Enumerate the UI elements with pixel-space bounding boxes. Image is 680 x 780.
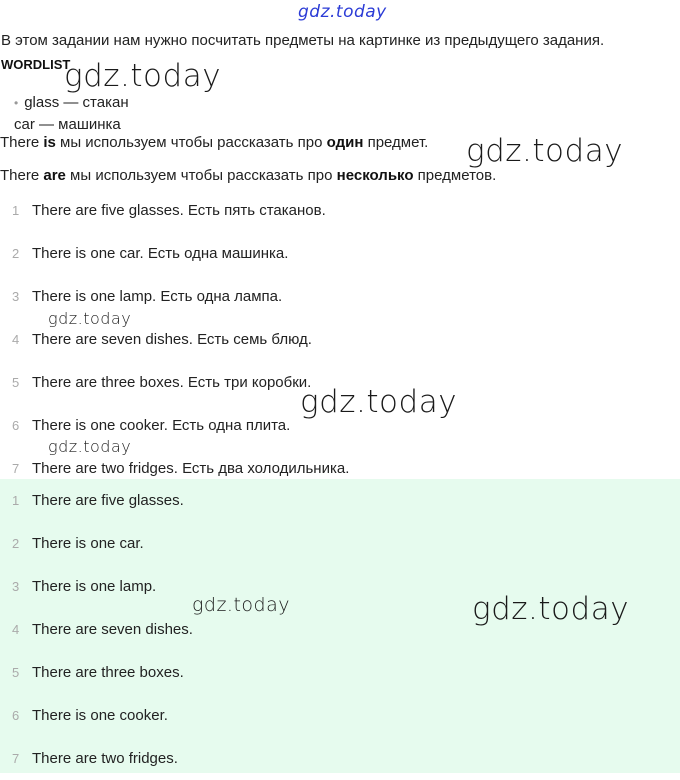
list-item: [0, 651, 680, 694]
item-number: 7: [12, 461, 20, 476]
rule-is: There is мы используем чтобы рассказать про один предмет.: [0, 134, 429, 151]
watermark: gdz.today: [48, 437, 132, 456]
wordlist-item-clipped-text: car — машинка: [14, 116, 121, 133]
watermark-top: gdz.today: [298, 2, 387, 22]
watermark: gdz.today: [472, 591, 630, 627]
item-text: There is one lamp. Есть одна лампа.: [32, 288, 283, 305]
watermark: gdz.today: [64, 58, 222, 94]
list-item: [0, 737, 680, 780]
item-text: There is one cooker.: [32, 707, 168, 724]
item-text: There are seven dishes. Есть семь блюд.: [32, 331, 312, 348]
list-item: [0, 232, 680, 275]
item-number: 4: [12, 332, 20, 347]
list-item: [0, 479, 680, 522]
item-number: 3: [12, 579, 20, 594]
item-number: 5: [12, 375, 20, 390]
item-text: There are two fridges.: [32, 750, 178, 767]
intro-text: В этом задании нам нужно посчитать предметы на картинке из предыдущего задания.: [1, 32, 605, 49]
wordlist-item-text: glass — стакан: [24, 94, 129, 111]
item-text: There are seven dishes.: [32, 621, 193, 638]
item-text: There are three boxes.: [32, 664, 184, 681]
item-text: There are five glasses.: [32, 492, 184, 509]
item-text: There is one car.: [32, 535, 144, 552]
wordlist-item: [14, 94, 129, 111]
watermark: gdz.today: [466, 133, 624, 169]
list-item: [0, 522, 680, 565]
item-text: There is one car. Есть одна машинка.: [32, 245, 289, 262]
item-text: There are five glasses. Есть пять стаканов.: [32, 202, 326, 219]
item-number: 2: [12, 246, 20, 261]
item-number: 1: [12, 203, 20, 218]
item-number: 6: [12, 418, 20, 433]
item-text: There are three boxes. Есть три коробки.: [32, 374, 312, 391]
list-item: [0, 189, 680, 232]
bullet-icon: •: [14, 96, 19, 110]
watermark: gdz.today: [192, 594, 290, 616]
wordlist-title: WORDLIST: [1, 57, 71, 72]
item-number: 2: [12, 536, 20, 551]
watermark: gdz.today: [48, 309, 132, 328]
item-number: 3: [12, 289, 20, 304]
item-number: 5: [12, 665, 20, 680]
item-text: There is one lamp.: [32, 578, 157, 595]
item-number: 1: [12, 493, 20, 508]
item-text: There is one cooker. Есть одна плита.: [32, 417, 291, 434]
item-text: There are two fridges. Есть два холодильника.: [32, 460, 350, 477]
watermark: gdz.today: [300, 384, 458, 420]
item-number: 7: [12, 751, 20, 766]
item-number: 4: [12, 622, 20, 637]
list-item: [0, 694, 680, 737]
wordlist-item-clipped: [14, 116, 214, 133]
item-number: 6: [12, 708, 20, 723]
rule-are: There are мы используем чтобы рассказать про несколько предметов.: [0, 167, 497, 184]
